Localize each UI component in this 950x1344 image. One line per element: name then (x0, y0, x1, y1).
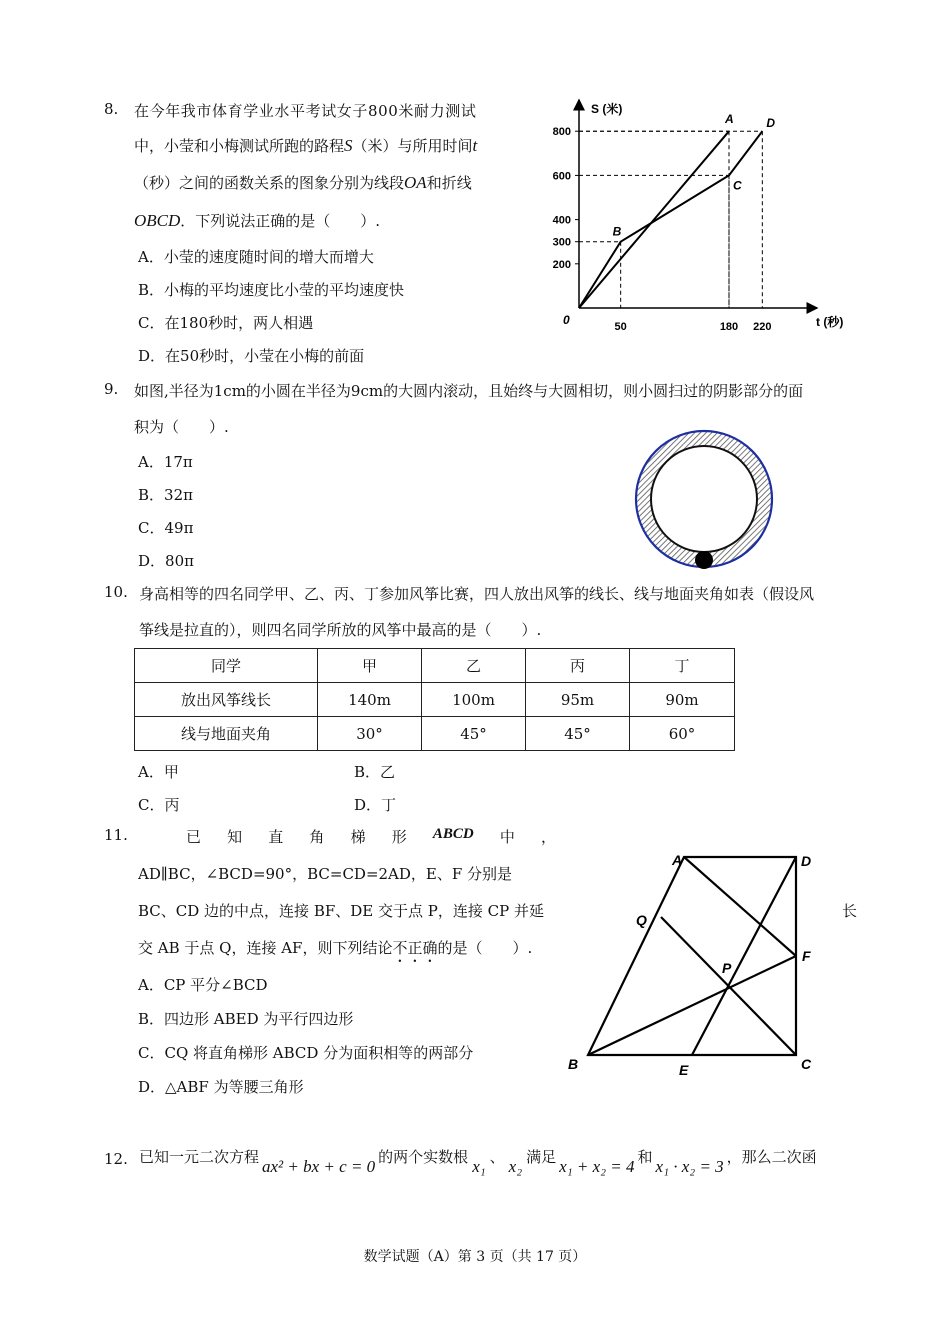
q10-number: 10. (104, 583, 128, 601)
y-tick-label: 600 (552, 170, 571, 183)
page-footer: 数学试题（A）第 3 页（共 17 页） (363, 1249, 587, 1265)
point-e-label: E (679, 1062, 689, 1078)
point-f-label: F (802, 948, 811, 964)
point-label-b: B (612, 224, 622, 239)
q9-circles-figure (632, 427, 777, 572)
table-cell: 60° (630, 717, 735, 751)
segment-af (684, 857, 796, 956)
x-tick-label: 50 (614, 321, 627, 333)
table-cell: 放出风筝线长 (135, 683, 318, 717)
point-label-a: A (724, 112, 734, 127)
trapezoid-abcd (588, 857, 796, 1055)
q12-line-1: 已知一元二次方程 ax² + bx + c = 0 的两个实数根 x₁ 、 x₂ 满足 x₁ + x₂ = 4 和 x₁ · x₂ = 3 ，那么二次函 (139, 1148, 817, 1176)
table-header-cell: 乙 (422, 649, 526, 683)
q8-option-b: B．小梅的平均速度比小莹的平均速度快 (138, 281, 405, 299)
point-c-label: C (801, 1056, 812, 1072)
x-axis-label: t (秒) (816, 315, 844, 329)
point-label-c: C (732, 178, 742, 193)
q8-option-c: C．在180秒时，两人相遇 (138, 314, 314, 332)
q8-option-a: A．小莹的速度随时间的增大而增大 (138, 248, 374, 266)
q10-option-c: C．丙 (138, 796, 180, 814)
y-tick-label: 200 (552, 258, 571, 271)
table-header-cell: 丙 (526, 649, 630, 683)
q8-distance-time-chart (535, 92, 850, 342)
q9-line-1: 如图,半径为1cm的小圆在半径为9cm的大圆内滚动，且始终与大圆相切，则小圆扫过的阴影部分的面 (134, 382, 804, 400)
q11-line-3: BC、CD 边的中点，连接 BF、DE 交于点 P，连接 CP 并延 (138, 902, 544, 920)
q8-number: 8. (104, 100, 119, 118)
q8-line-2: 中，小莹和小梅测试所跑的路程S（米）与所用时间t (134, 136, 478, 155)
table-cell: 100m (422, 683, 526, 717)
point-b-label: B (568, 1056, 579, 1072)
table-row (135, 717, 735, 751)
table-header-row (135, 649, 735, 683)
table-cell: 45° (526, 717, 630, 751)
q10-line-2: 筝线是拉直的），则四名同学所放的风筝中最高的是（ ）. (139, 621, 542, 639)
q8-line-4: OBCD．下列说法正确的是（ ）. (134, 211, 381, 230)
q10-kite-table (134, 648, 735, 751)
table-cell: 45° (422, 717, 526, 751)
table-cell: 95m (526, 683, 630, 717)
q9-option-a: A．17π (138, 453, 193, 471)
q10-option-d: D．丁 (354, 796, 397, 814)
q9-inner-circle (651, 446, 757, 552)
q9-option-c: C．49π (138, 519, 194, 537)
q10-option-b: B．乙 (354, 763, 396, 781)
table-cell: 140m (318, 683, 422, 717)
y-tick-label: 300 (552, 236, 571, 249)
point-p-label: P (722, 960, 732, 976)
y-axis-label: S (米) (591, 102, 623, 116)
q11-option-d: D．△ABF 为等腰三角形 (138, 1078, 304, 1096)
q9-option-b: B．32π (138, 486, 193, 504)
q11-number: 11. (104, 826, 128, 844)
series-line-oa (579, 131, 729, 308)
table-header-cell: 甲 (318, 649, 422, 683)
q9-small-circle (695, 551, 713, 569)
q8-line-3: （秒）之间的函数关系的图象分别为线段OA和折线 (134, 173, 472, 192)
table-header-cell: 同学 (135, 649, 318, 683)
q11-option-a: A．CP 平分∠BCD (138, 976, 268, 994)
q11-trapezoid-figure (560, 845, 830, 1080)
segment-bf (588, 956, 796, 1055)
origin-label: 0 (563, 313, 570, 327)
q9-option-d: D．80π (138, 552, 194, 570)
q11-line-2: AD∥BC，∠BCD=90°，BC=CD=2AD，E、F 分别是 (138, 865, 513, 883)
table-cell: 30° (318, 717, 422, 751)
point-d-label: D (801, 853, 812, 869)
q12-number: 12. (104, 1150, 128, 1168)
q9-number: 9. (104, 380, 119, 398)
y-tick-label: 800 (552, 126, 571, 139)
table-cell: 线与地面夹角 (135, 717, 318, 751)
table-cell: 90m (630, 683, 735, 717)
x-tick-label: 180 (719, 321, 739, 333)
point-a-label: A (672, 852, 683, 868)
q8-option-d: D．在50秒时，小莹在小梅的前面 (138, 347, 365, 365)
segment-de (692, 857, 796, 1055)
x-tick-label: 220 (753, 321, 772, 333)
q11-line-1: 已 知 直 角 梯 形 ABCD 中 ， (186, 826, 556, 846)
q11-option-c: C．CQ 将直角梯形 ABCD 分为面积相等的两部分 (138, 1044, 474, 1062)
q8-line-1: 在今年我市体育学业水平考试女子800米耐力测试 (134, 102, 477, 120)
q10-line-1: 身高相等的四名同学甲、乙、丙、丁参加风筝比赛，四人放出风筝的线长、线与地面夹角如表（假设风 (139, 585, 815, 603)
q11-line-4: 交 AB 于点 Q，连接 AF，则下列结论不正确的是（ ）. (138, 939, 533, 957)
q9-line-2: 积为（ ）. (134, 418, 229, 436)
q11-line-3-end: 长 (842, 902, 858, 920)
table-row (135, 683, 735, 717)
y-tick-label: 400 (552, 214, 571, 227)
q10-option-a: A．甲 (138, 763, 179, 781)
point-label-d: D (766, 116, 775, 131)
point-q-label: Q (636, 912, 647, 928)
table-header-cell: 丁 (630, 649, 735, 683)
series-line-obcd (579, 131, 762, 308)
q11-option-b: B．四边形 ABED 为平行四边形 (138, 1010, 354, 1028)
